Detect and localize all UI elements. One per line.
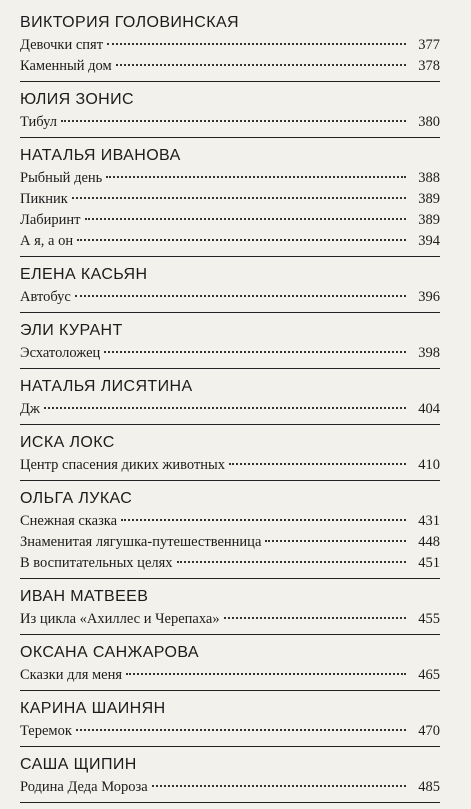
entry-list [20, 511, 440, 579]
entry-list [20, 721, 440, 747]
toc-entry [20, 189, 440, 210]
toc-entry [20, 112, 440, 133]
entry-page-number: 394 [418, 233, 440, 249]
toc-entry [20, 721, 440, 742]
entry-list [20, 287, 440, 313]
entry-title: Лабиринт [20, 212, 81, 228]
entry-title: Сказки для меня [20, 667, 123, 683]
author-heading: КАРИНА ШАИНЯН [20, 700, 166, 717]
entry-title: Эсхатоложец [20, 345, 101, 361]
entry-list [20, 609, 440, 635]
author-heading: ЭЛИ КУРАНТ [20, 322, 123, 339]
dot-leader [104, 351, 406, 353]
dot-leader [44, 407, 406, 409]
entry-page-number: 389 [418, 191, 440, 207]
dot-leader [116, 64, 406, 66]
entry-title: Каменный дом [20, 58, 112, 74]
toc-section [20, 263, 440, 313]
entry-page-number: 388 [418, 170, 440, 186]
entry-list [20, 343, 440, 369]
toc-section [20, 487, 440, 579]
entry-list [20, 35, 440, 82]
toc-section [20, 319, 440, 369]
toc-section [20, 88, 440, 138]
dot-leader [224, 617, 406, 619]
toc-section [20, 697, 440, 747]
entry-title: В воспитательных целях [20, 555, 173, 571]
toc-entry [20, 35, 440, 56]
entry-title: Рыбный день [20, 170, 103, 186]
author-heading: НАТАЛЬЯ ИВАНОВА [20, 147, 181, 164]
toc-entry [20, 168, 440, 189]
dot-leader [76, 729, 406, 731]
author-heading: ЕЛЕНА КАСЬЯН [20, 266, 148, 283]
toc-entry [20, 532, 440, 553]
dot-leader [126, 673, 406, 675]
entry-title: Снежная сказка [20, 513, 118, 529]
dot-leader [85, 218, 406, 220]
toc-section [20, 11, 440, 82]
entry-page-number: 410 [418, 457, 440, 473]
toc-section [20, 375, 440, 425]
toc-entry [20, 231, 440, 252]
dot-leader [177, 561, 406, 563]
dot-leader [121, 519, 406, 521]
dot-leader [72, 197, 406, 199]
entry-page-number: 470 [418, 723, 440, 739]
entry-title: Автобус [20, 289, 71, 305]
toc-entry [20, 56, 440, 77]
dot-leader [77, 239, 406, 241]
toc-entry [20, 210, 440, 231]
entry-page-number: 485 [418, 779, 440, 795]
entry-title: Теремок [20, 723, 72, 739]
entry-page-number: 378 [418, 58, 440, 74]
author-heading: НАТАЛЬЯ ЛИСЯТИНА [20, 378, 193, 395]
toc-entry [20, 553, 440, 574]
entry-list [20, 168, 440, 257]
entry-title: Девочки спят [20, 37, 104, 53]
entry-page-number: 380 [418, 114, 440, 130]
entry-page-number: 404 [418, 401, 440, 417]
entry-title: Из цикла «Ахиллес и Черепаха» [20, 611, 220, 627]
toc-section [20, 431, 440, 481]
toc-entry [20, 511, 440, 532]
dot-leader [265, 540, 406, 542]
entry-title: Пикник [20, 191, 68, 207]
table-of-contents [20, 10, 440, 809]
toc-entry [20, 455, 440, 476]
author-heading: ВИКТОРИЯ ГОЛОВИНСКАЯ [20, 14, 239, 31]
toc-section [20, 641, 440, 691]
entry-title: Родина Деда Мороза [20, 779, 148, 795]
entry-title: А я, а он [20, 233, 74, 249]
toc-entry [20, 399, 440, 420]
author-heading: ЮЛИЯ ЗОНИС [20, 91, 134, 108]
author-heading: ОКСАНА САНЖАРОВА [20, 644, 199, 661]
entry-list [20, 777, 440, 803]
dot-leader [61, 120, 406, 122]
entry-title: Тибул [20, 114, 57, 130]
entry-title: Знаменитая лягушка-путешественница [20, 534, 262, 550]
dot-leader [75, 295, 406, 297]
entry-title: Дж [20, 401, 40, 417]
entry-page-number: 448 [418, 534, 440, 550]
dot-leader [106, 176, 406, 178]
toc-section [20, 753, 440, 803]
entry-page-number: 398 [418, 345, 440, 361]
entry-page-number: 389 [418, 212, 440, 228]
toc-entry [20, 609, 440, 630]
entry-page-number: 465 [418, 667, 440, 683]
author-heading: ОЛЬГА ЛУКАС [20, 490, 133, 507]
toc-entry [20, 777, 440, 798]
entry-title: Центр спасения диких животных [20, 457, 226, 473]
entry-list [20, 112, 440, 138]
entry-list [20, 455, 440, 481]
toc-section [20, 144, 440, 257]
toc-section [20, 585, 440, 635]
entry-page-number: 455 [418, 611, 440, 627]
author-heading: ИВАН МАТВЕЕВ [20, 588, 149, 605]
dot-leader [229, 463, 406, 465]
dot-leader [152, 785, 406, 787]
entry-list [20, 665, 440, 691]
entry-list [20, 399, 440, 425]
author-heading: САША ЩИПИН [20, 756, 137, 773]
toc-entry [20, 665, 440, 686]
dot-leader [107, 43, 406, 45]
toc-entry [20, 287, 440, 308]
entry-page-number: 451 [418, 555, 440, 571]
entry-page-number: 377 [418, 37, 440, 53]
author-heading: ИСКА ЛОКС [20, 434, 115, 451]
toc-entry [20, 343, 440, 364]
entry-page-number: 396 [418, 289, 440, 305]
entry-page-number: 431 [418, 513, 440, 529]
